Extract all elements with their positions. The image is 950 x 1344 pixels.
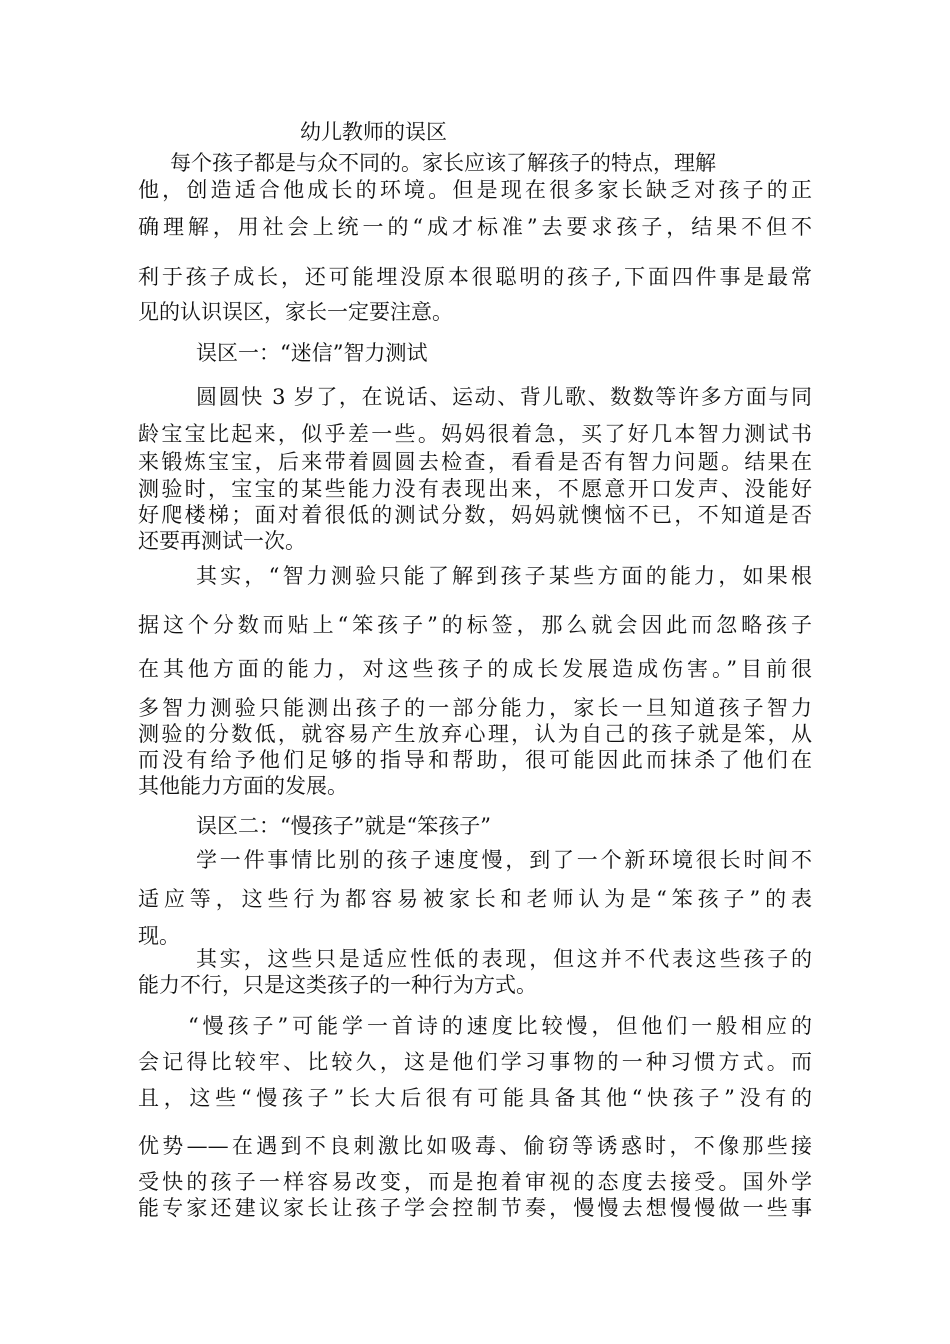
paragraph-line: 且，这些“慢孩子”长大后很有可能具备其他“快孩子”没有的 xyxy=(138,1086,812,1110)
paragraph-line: 他，创造适合他成长的环境。但是现在很多家长缺乏对孩子的正 xyxy=(138,178,812,202)
paragraph-line: 在其他方面的能力，对这些孩子的成长发展造成伤害。”目前很 xyxy=(138,657,812,681)
paragraph-line: 其实，“智力测验只能了解到孩子某些方面的能力，如果根 xyxy=(196,564,812,588)
paragraph-line: 圆圆快 3 岁了，在说话、运动、背儿歌、数数等许多方面与同 xyxy=(196,385,812,409)
paragraph-line: 还要再测试一次。 xyxy=(138,529,306,553)
paragraph-line: 受快的孩子一样容易改变，而是抱着审视的态度去接受。国外学 xyxy=(138,1170,812,1194)
paragraph-line: 测验的分数低，就容易产生放弃心理，认为自己的孩子就是笨，从 xyxy=(138,722,812,746)
paragraph-line: 多智力测验只能测出孩子的一部分能力，家长一旦知道孩子智力 xyxy=(138,696,812,720)
document-title: 幼儿教师的误区 xyxy=(300,120,447,144)
paragraph-line: 测验时，宝宝的某些能力没有表现出来，不愿意开口发声、没能好 xyxy=(138,477,812,501)
paragraph-line: 好爬楼梯；面对着很低的测试分数，妈妈就懊恼不已，不知道是否 xyxy=(138,503,812,527)
paragraph-line: 其实，这些只是适应性低的表现，但这并不代表这些孩子的 xyxy=(196,947,812,971)
section-heading: 误区二：“慢孩子”就是“笨孩子” xyxy=(196,814,491,838)
paragraph-line: 据这个分数而贴上“笨孩子”的标签，那么就会因此而忽略孩子 xyxy=(138,613,812,637)
paragraph-line: 见的认识误区，家长一定要注意。 xyxy=(138,300,453,324)
paragraph-line: 能专家还建议家长让孩子学会控制节奏，慢慢去想慢慢做一些事 xyxy=(138,1196,812,1220)
paragraph-line: 学一件事情比别的孩子速度慢，到了一个新环境很长时间不 xyxy=(196,848,812,872)
paragraph-line: “慢孩子”可能学一首诗的速度比较慢，但他们一般相应的 xyxy=(188,1014,812,1038)
paragraph-line: 能力不行，只是这类孩子的一种行为方式。 xyxy=(138,973,537,997)
paragraph-line: 来锻炼宝宝，后来带着圆圆去检查，看看是否有智力问题。结果在 xyxy=(138,450,812,474)
paragraph-line: 其他能力方面的发展。 xyxy=(138,774,348,798)
paragraph-line: 会记得比较牢、比较久，这是他们学习事物的一种习惯方式。而 xyxy=(138,1050,812,1074)
section-heading: 误区一：“迷信”智力测试 xyxy=(196,341,428,365)
paragraph-line: 确理解，用社会上统一的“成才标准”去要求孩子，结果不但不 xyxy=(138,215,812,239)
paragraph-line: 而没有给予他们足够的指导和帮助，很可能因此而抹杀了他们在 xyxy=(138,748,812,772)
paragraph-line: 利于孩子成长，还可能埋没原本很聪明的孩子,下面四件事是最常 xyxy=(138,265,812,289)
paragraph-line: 优势——在遇到不良刺激比如吸毒、偷窃等诱惑时，不像那些接 xyxy=(138,1134,812,1158)
paragraph-line: 每个孩子都是与众不同的。家长应该了解孩子的特点，理解 xyxy=(170,151,716,175)
paragraph-line: 现。 xyxy=(138,924,180,948)
paragraph-line: 适应等，这些行为都容易被家长和老师认为是“笨孩子”的表 xyxy=(138,887,812,911)
paragraph-line: 龄宝宝比起来，似乎差一些。妈妈很着急，买了好几本智力测试书 xyxy=(138,422,812,446)
